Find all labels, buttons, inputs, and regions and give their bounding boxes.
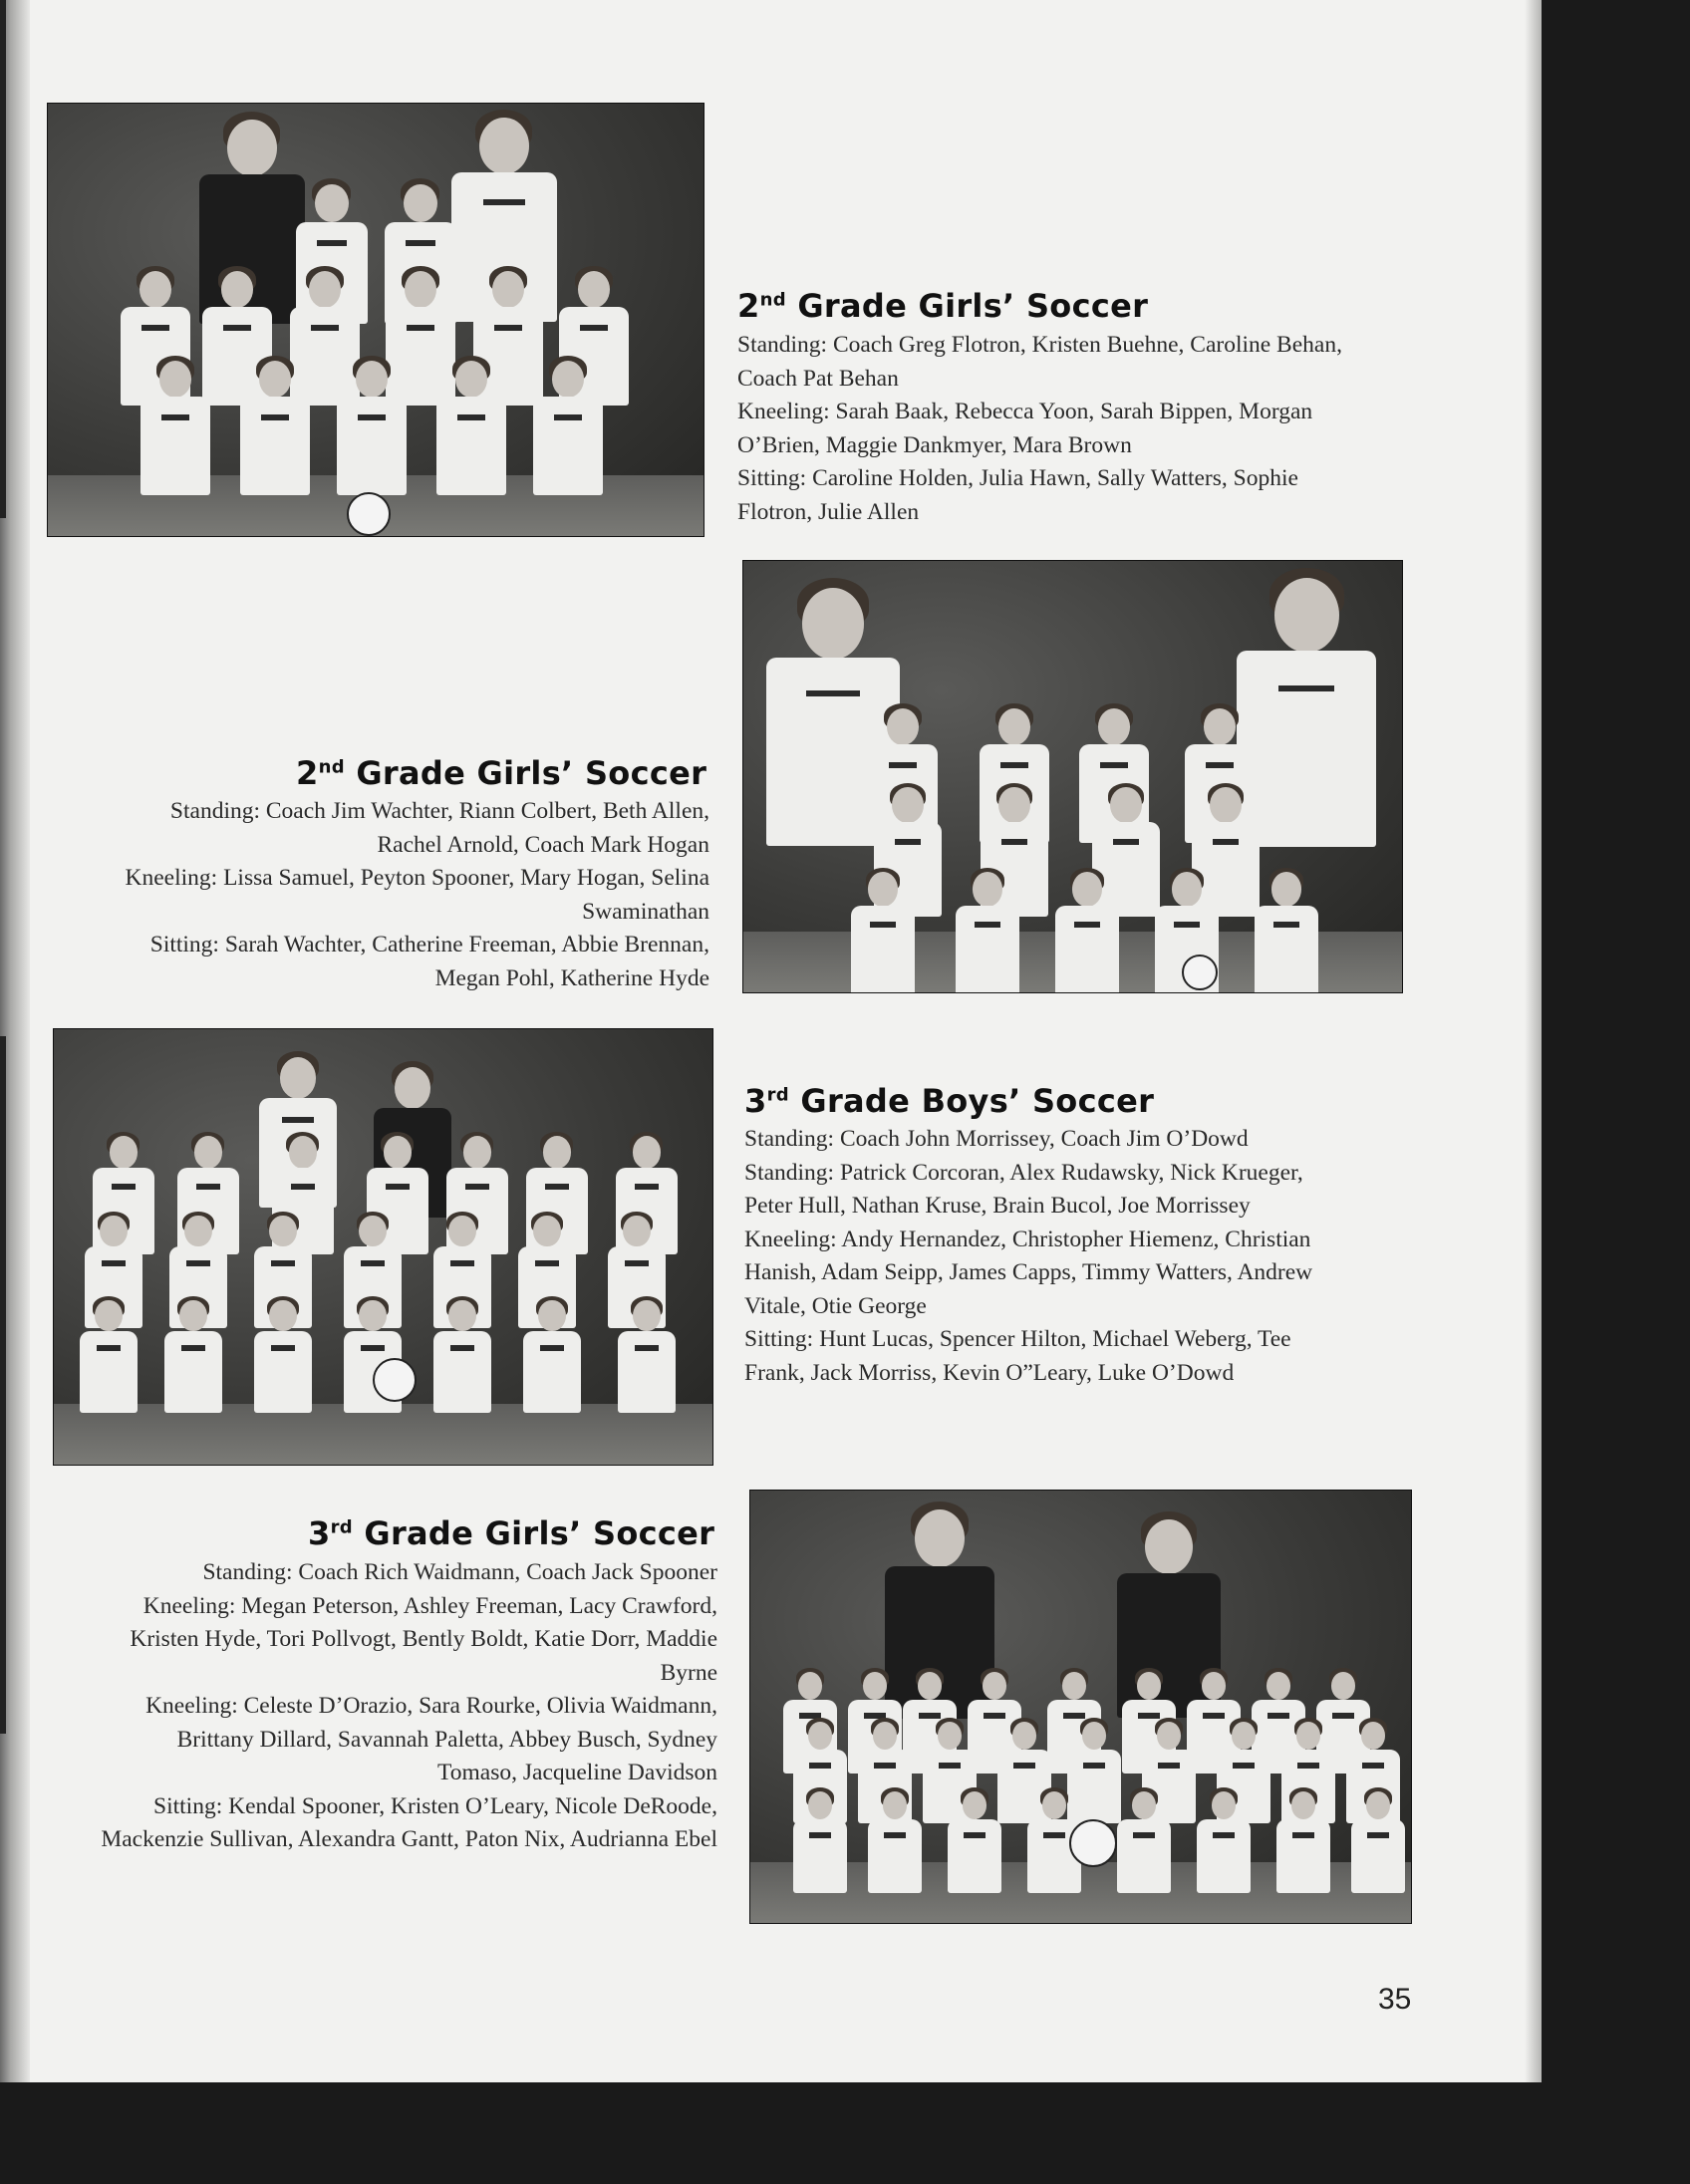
caption-line: Kneeling: Andy Hernandez, Christopher Hiemenz, Christian Hanish, Adam Seipp, James Capps, Timmy Watters, Andrew Vitale, Otie George — [744, 1226, 1313, 1319]
binding-edge — [0, 1036, 6, 1734]
caption-line: Standing: Patrick Corcoran, Alex Rudawsky, Nick Krueger, Peter Hull, Nathan Kruse, Brain Bucol, Joe Morrissey — [744, 1159, 1303, 1219]
player-figure — [793, 1789, 846, 1894]
player-figure — [436, 358, 506, 495]
caption-line: Sitting: Sarah Wachter, Catherine Freeman, Abbie Brennan, Megan Pohl, Katherine Hyde — [149, 932, 709, 991]
caption-line: Standing: Coach Jim Wachter, Riann Colbert, Beth Allen, Rachel Arnold, Coach Mark Hogan — [169, 798, 709, 858]
team-caption — [100, 795, 709, 995]
caption-line: Standing: Coach John Morrissey, Coach Jim O’Dowd — [744, 1126, 1249, 1152]
player-figure — [1276, 1789, 1329, 1894]
player-figure — [1055, 870, 1119, 993]
team-title: 3rd Grade Girls’ Soccer — [308, 1514, 715, 1552]
player-figure — [948, 1789, 1000, 1894]
player-figure — [523, 1298, 582, 1414]
team-title: 2nd Grade Girls’ Soccer — [296, 754, 707, 792]
caption-line: Sitting: Hunt Lucas, Spencer Hilton, Michael Weberg, Tee Frank, Jack Morriss, Kevin O”Leary, Luke O’Dowd — [744, 1326, 1291, 1386]
player-figure — [1117, 1789, 1170, 1894]
team-caption — [100, 1556, 717, 1857]
player-figure — [1351, 1789, 1404, 1894]
player-figure — [851, 870, 915, 993]
team-caption — [744, 1123, 1342, 1390]
soccer-ball — [347, 492, 391, 536]
caption-line: Kneeling: Celeste D’Orazio, Sara Rourke, Olivia Waidmann, Brittany Dillard, Savannah Paletta, Abbey Busch, Sydney Tomaso, Jacqueline Davidson — [145, 1693, 717, 1785]
team-title: 2nd Grade Girls’ Soccer — [737, 287, 1149, 325]
player-figure — [164, 1298, 223, 1414]
player-figure — [80, 1298, 139, 1414]
caption-line: Standing: Coach Greg Flotron, Kristen Buehne, Caroline Behan, Coach Pat Behan — [737, 332, 1342, 392]
caption-line: Sitting: Kendal Spooner, Kristen O’Leary, Nicole DeRoode, Mackenzie Sullivan, Alexandra Gantt, Paton Nix, Audrianna Ebel — [101, 1792, 717, 1852]
team-photo-3rd-grade-boys — [53, 1028, 713, 1466]
binding-edge — [0, 0, 6, 518]
page-edge-shadow — [1525, 0, 1542, 2082]
caption-line: Kneeling: Megan Peterson, Ashley Freeman, Lacy Crawford, Kristen Hyde, Tori Pollvogt, Bently Boldt, Katie Dorr, Maddie Byrne — [130, 1592, 717, 1686]
caption-line: Standing: Coach Rich Waidmann, Coach Jack Spooner — [202, 1559, 717, 1585]
player-figure — [337, 358, 407, 495]
player-figure — [433, 1298, 492, 1414]
player-figure — [533, 358, 603, 495]
soccer-ball — [1182, 955, 1218, 990]
player-figure — [868, 1789, 921, 1894]
player-figure — [1197, 1789, 1250, 1894]
team-photo-2nd-grade-girls-b — [742, 560, 1403, 993]
page-number: 35 — [1378, 1983, 1412, 2016]
caption-line: Kneeling: Sarah Baak, Rebecca Yoon, Sarah Bippen, Morgan O’Brien, Maggie Dankmyer, Mara Brown — [737, 399, 1313, 458]
player-figure — [618, 1298, 677, 1414]
player-figure — [240, 358, 310, 495]
team-caption — [737, 329, 1345, 529]
team-title: 3rd Grade Boys’ Soccer — [744, 1082, 1155, 1120]
soccer-ball — [1069, 1819, 1117, 1867]
team-photo-3rd-grade-girls — [749, 1490, 1412, 1924]
caption-line: Sitting: Caroline Holden, Julia Hawn, Sally Watters, Sophie Flotron, Julie Allen — [737, 465, 1298, 525]
soccer-ball — [373, 1358, 417, 1402]
player-figure — [141, 358, 210, 495]
player-figure — [1255, 870, 1318, 993]
team-photo-2nd-grade-girls-a — [47, 103, 704, 537]
player-figure — [956, 870, 1019, 993]
player-figure — [254, 1298, 313, 1414]
caption-line: Kneeling: Lissa Samuel, Peyton Spooner, Mary Hogan, Selina Swaminathan — [125, 865, 709, 925]
